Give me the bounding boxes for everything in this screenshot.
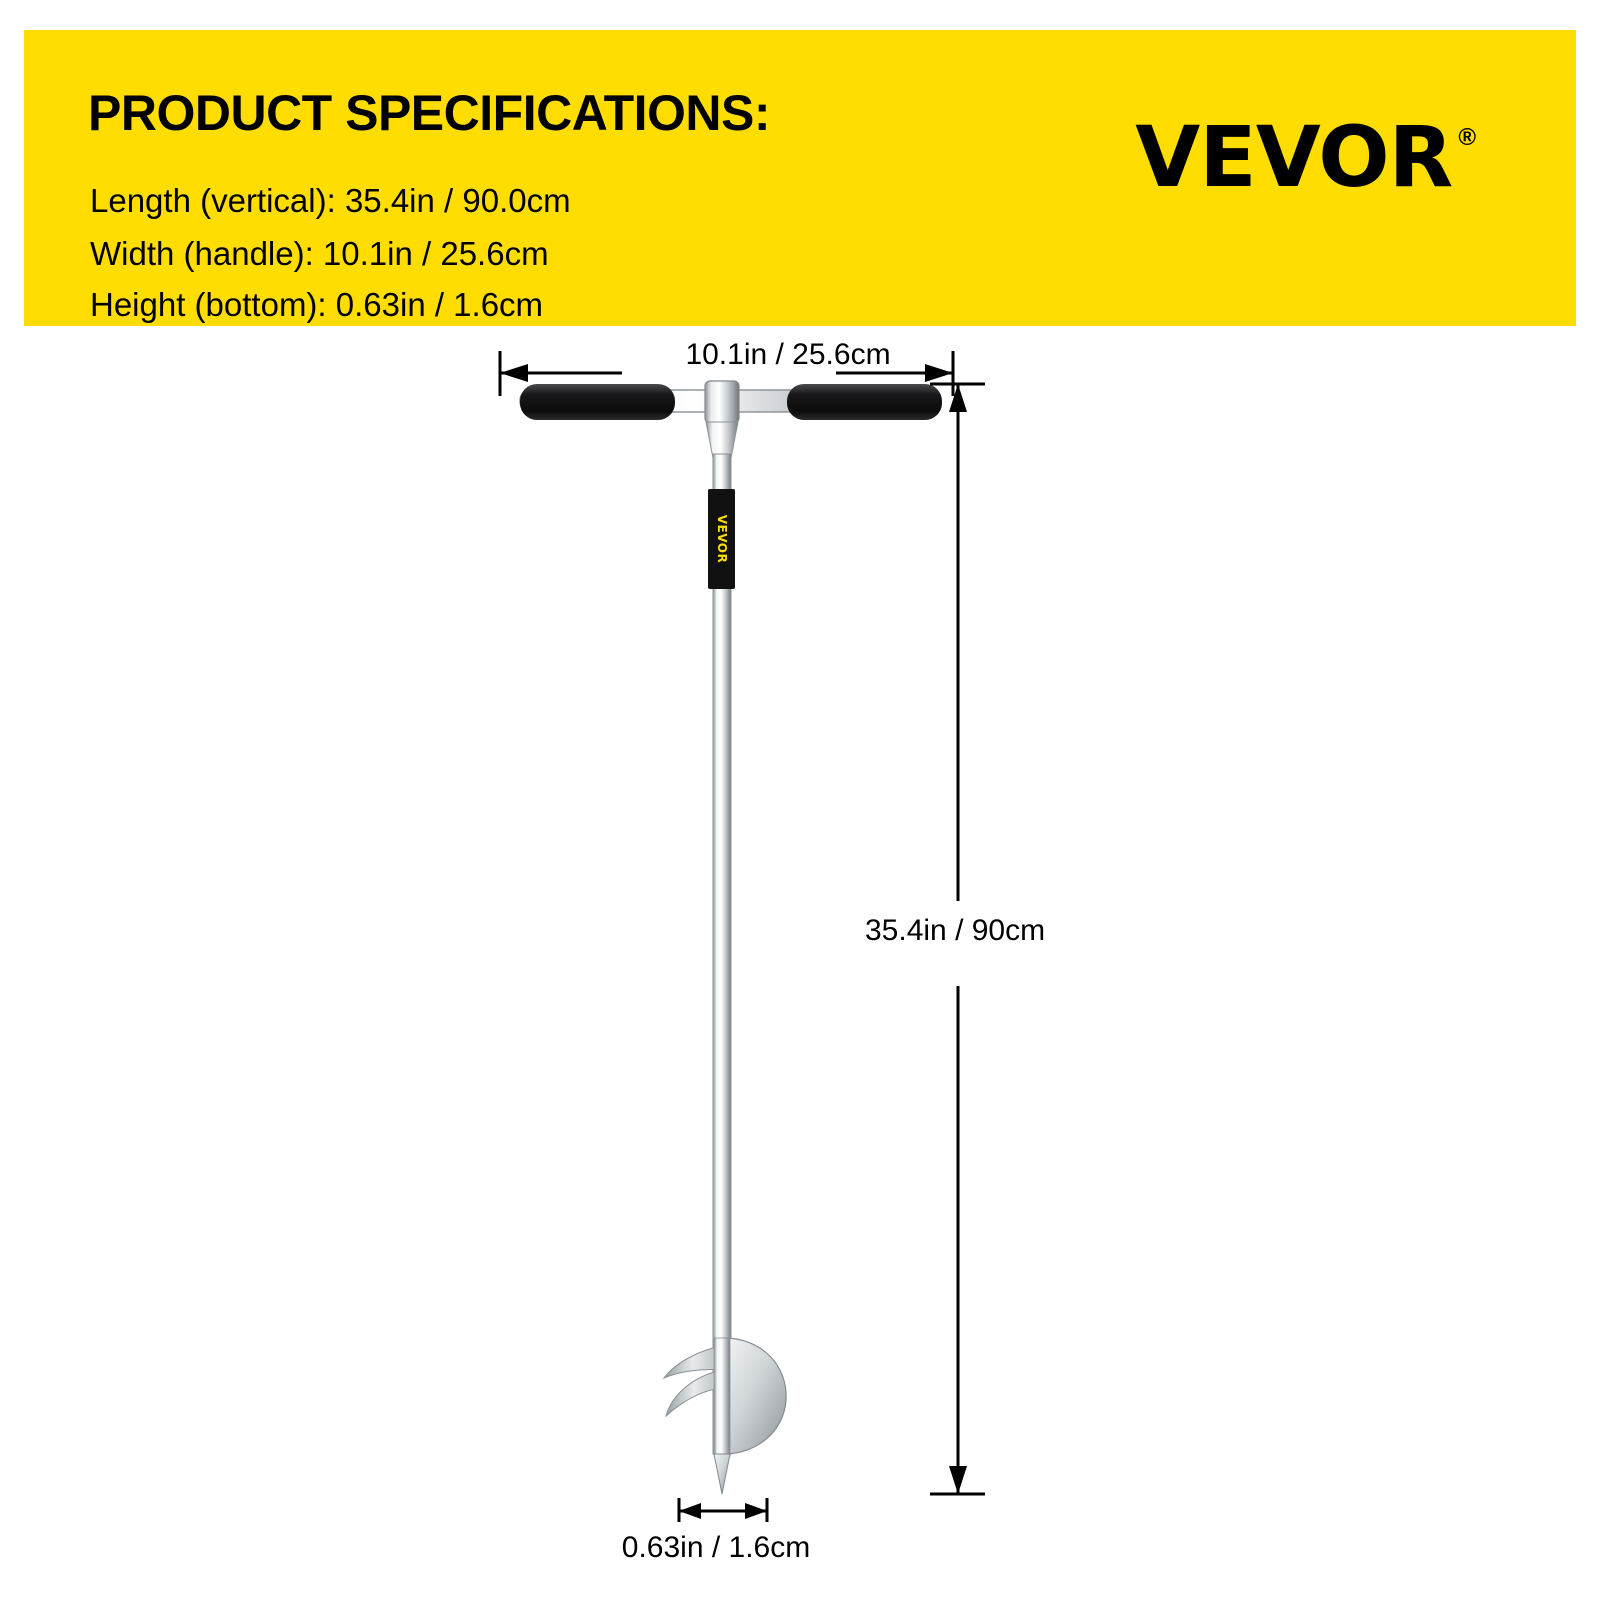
- auger-core: [714, 1338, 730, 1456]
- page-title: PRODUCT SPECIFICATIONS:: [88, 85, 771, 141]
- spec-line-length: Length (vertical): 35.4in / 90.0cm: [90, 182, 571, 219]
- product-illustration-svg: [0, 326, 1600, 1600]
- handle-taper: [706, 422, 738, 458]
- brand-logo-group: [1135, 108, 1476, 206]
- spec-line-width: Width (handle): 10.1in / 25.6cm: [90, 235, 549, 272]
- product-dimension-diagram: [0, 326, 1600, 1600]
- height-dimension-label: 35.4in / 90cm: [865, 914, 1046, 947]
- auger-tip: [714, 1454, 730, 1494]
- handle-grip-left: [520, 384, 675, 420]
- shaft-brand-sticker: [708, 489, 735, 589]
- thickness-dimension-label: 0.63in / 1.6cm: [621, 1531, 811, 1564]
- shaft-brand-sticker-label: VEVOR: [714, 514, 729, 564]
- brand-logo-text: VEVOR: [1135, 108, 1453, 206]
- width-dimension-label: 10.1in / 25.6cm: [685, 338, 891, 371]
- handle-grip-right: [787, 384, 942, 420]
- auger-bit: [664, 1338, 786, 1494]
- spec-line-height: Height (bottom): 0.63in / 1.6cm: [90, 286, 544, 323]
- shaft: [713, 454, 731, 1454]
- registered-trademark-icon: ®: [1458, 124, 1476, 151]
- handle-center-joint: [705, 381, 739, 423]
- product-specifications-banner: [24, 30, 1576, 326]
- auger-flight-main: [724, 1338, 786, 1454]
